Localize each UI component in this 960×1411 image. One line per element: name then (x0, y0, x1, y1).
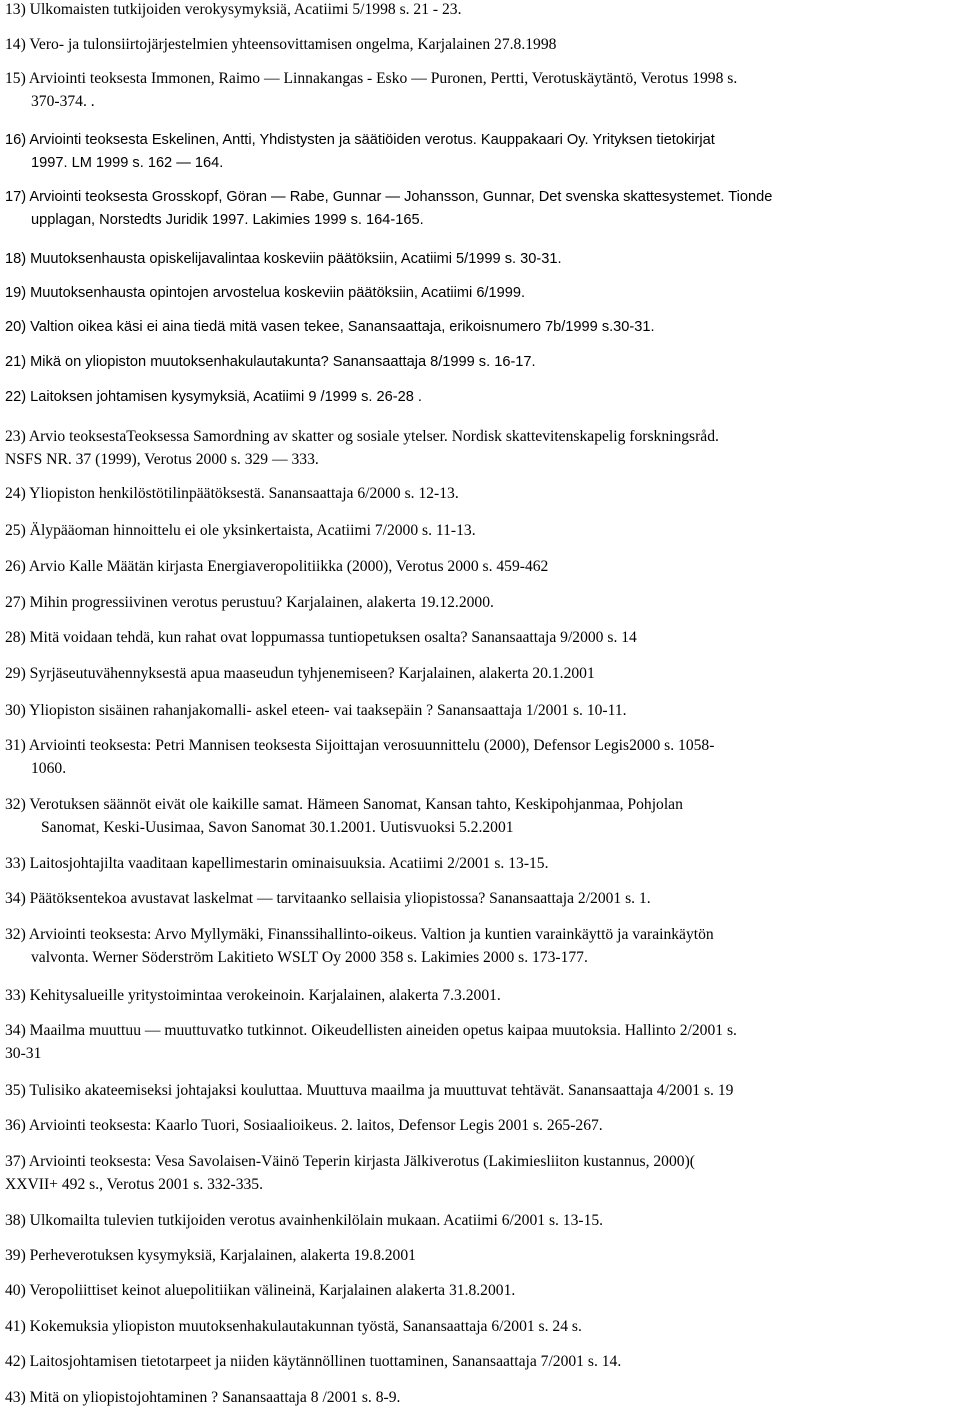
reference-text: 30) Yliopiston sisäinen rahanjakomalli- askel eteen- vai taaksepäin ? Sanansaattaja 1/2001 s. 10-11. (5, 702, 627, 719)
reference-item (5, 626, 637, 649)
reference-text: 33) Kehitysalueille yritystoimintaa verokeinoin. Karjalainen, alakerta 7.3.2001. (5, 987, 501, 1004)
reference-text-continued: 30-31 (5, 1045, 42, 1062)
reference-text: 23) Arvio teoksestaTeoksessa Samordning av skatter og sosiale ytelser. Nordisk skattevitenskapelig forskningsråd. (5, 428, 719, 445)
reference-text: 27) Mihin progressiivinen verotus perustuu? Karjalainen, alakerta 19.12.2000. (5, 594, 494, 611)
reference-item (5, 699, 627, 722)
reference-text: 13) Ulkomaisten tutkijoiden verokysymyksiä, Acatiimi 5/1998 s. 21 - 23. (5, 1, 462, 18)
reference-item (5, 0, 462, 21)
reference-item (5, 1315, 582, 1338)
reference-text-continued: 1997. LM 1999 s. 162 — 164. (31, 155, 224, 171)
reference-item (5, 1386, 400, 1409)
reference-item (5, 316, 655, 339)
reference-item (5, 793, 683, 839)
reference-item (5, 1019, 737, 1065)
reference-text: 32) Verotuksen säännöt eivät ole kaikille samat. Hämeen Sanomat, Kansan tahto, Keskipohjanmaa, Pohjolan (5, 796, 683, 813)
reference-text: 24) Yliopiston henkilöstötilinpäätöksestä. Sanansaattaja 6/2000 s. 12-13. (5, 485, 459, 502)
reference-text: 36) Arviointi teoksesta: Kaarlo Tuori, Sosiaalioikeus. 2. laitos, Defensor Legis 2001 s. 265-267. (5, 1117, 603, 1134)
reference-text: 28) Mitä voidaan tehdä, kun rahat ovat loppumassa tuntiopetuksen osalta? Sanansaattaja 9/2000 s. 14 (5, 629, 637, 646)
reference-text: 21) Mikä on yliopiston muutoksenhakulautakunta? Sanansaattaja 8/1999 s. 16-17. (5, 354, 536, 370)
reference-text: 17) Arviointi teoksesta Grosskopf, Göran — Rabe, Gunnar — Johansson, Gunnar, Det svenska skattesystemet. Tionde (5, 189, 773, 205)
reference-text: 34) Päätöksentekoa avustavat laskelmat — tarvitaanko sellaisia yliopistossa? Sanansaattaja 2/2001 s. 1. (5, 890, 651, 907)
reference-text: 35) Tulisiko akateemiseksi johtajaksi kouluttaa. Muuttuva maailma ja muuttuvat tehtävät. Sanansaattaja 4/2001 s. 19 (5, 1082, 734, 1099)
reference-text: 15) Arviointi teoksesta Immonen, Raimo — Linnakangas - Esko — Puronen, Pertti, Verotuskäytäntö, Verotus 1998 s. (5, 70, 738, 87)
reference-text: 38) Ulkomailta tulevien tutkijoiden verotus avainhenkilölain mukaan. Acatiimi 6/2001 s. 13-15. (5, 1212, 604, 1229)
reference-item (5, 386, 422, 409)
reference-text: 14) Vero- ja tulonsiirtojärjestelmien yhteensovittamisen ongelma, Karjalainen 27.8.1998 (5, 36, 557, 53)
reference-text: 41) Kokemuksia yliopiston muutoksenhakulautakunnan työstä, Sanansaattaja 6/2001 s. 24 s. (5, 1318, 582, 1335)
reference-item (5, 67, 737, 113)
reference-item (5, 887, 651, 910)
reference-text: 33) Laitosjohtajilta vaaditaan kapellimestarin ominaisuuksia. Acatiimi 2/2001 s. 13-15. (5, 855, 549, 872)
reference-item (5, 33, 556, 56)
reference-item (5, 1150, 695, 1196)
reference-text: 16) Arviointi teoksesta Eskelinen, Antti, Yhdistysten ja säätiöiden verotus. Kauppakaari Oy. Yrityksen tietokirjat (5, 132, 715, 148)
reference-item (5, 852, 549, 875)
reference-text: 20) Valtion oikea käsi ei aina tiedä mitä vasen tekee, Sanansaattaja, erikoisnumero 7b/1999 s.30-31. (5, 319, 655, 335)
reference-item (5, 591, 494, 614)
reference-text-continued: XXVII+ 492 s., Verotus 2001 s. 332-335. (5, 1176, 263, 1193)
reference-item (5, 519, 476, 542)
reference-item (5, 1079, 733, 1102)
reference-text-continued: Sanomat, Keski-Uusimaa, Savon Sanomat 30.1.2001. Uutisvuoksi 5.2.2001 (41, 819, 514, 836)
reference-text: 31) Arviointi teoksesta: Petri Mannisen teoksesta Sijoittajan verosuunnittelu (2000), Defensor Legis2000 s. 1058- (5, 737, 715, 754)
reference-text: 25) Älypääoman hinnoittelu ei ole yksinkertaista, Acatiimi 7/2000 s. 11-13. (5, 522, 476, 539)
reference-text: 29) Syrjäseutuvähennyksestä apua maaseudun tyhjenemiseen? Karjalainen, alakerta 20.1.2001 (5, 665, 595, 682)
reference-item (5, 248, 562, 271)
reference-item (5, 482, 459, 505)
reference-item (5, 351, 536, 374)
reference-text-continued: upplagan, Norstedts Juridik 1997. Lakimies 1999 s. 164-165. (31, 212, 424, 228)
reference-item (5, 923, 714, 969)
reference-item (5, 129, 715, 175)
reference-text: 18) Muutoksenhausta opiskelijavalintaa koskeviin päätöksiin, Acatiimi 5/1999 s. 30-31. (5, 251, 562, 267)
reference-text: 43) Mitä on yliopistojohtaminen ? Sanansaattaja 8 /2001 s. 8-9. (5, 1389, 401, 1406)
reference-text-continued: 1060. (31, 760, 67, 777)
reference-text: 32) Arviointi teoksesta: Arvo Myllymäki, Finanssihallinto-oikeus. Valtion ja kuntien varainkäyttö ja varainkäytön (5, 926, 714, 943)
reference-text: 19) Muutoksenhausta opintojen arvostelua koskeviin päätöksiin, Acatiimi 6/1999. (5, 285, 526, 301)
reference-text-continued: valvonta. Werner Söderström Lakitieto WSLT Oy 2000 358 s. Lakimies 2000 s. 173-177. (31, 949, 588, 966)
reference-item (5, 984, 501, 1007)
reference-text: 39) Perheverotuksen kysymyksiä, Karjalainen, alakerta 19.8.2001 (5, 1247, 416, 1264)
reference-text: 42) Laitosjohtamisen tietotarpeet ja niiden käytännöllinen tuottaminen, Sanansaattaja 7/2001 s. 14. (5, 1353, 622, 1370)
reference-item (5, 662, 595, 685)
reference-item (5, 1350, 621, 1373)
reference-text: 26) Arvio Kalle Määtän kirjasta Energiaveropolitiikka (2000), Verotus 2000 s. 459-462 (5, 558, 549, 575)
reference-item (5, 734, 714, 780)
reference-item (5, 1244, 416, 1267)
reference-item (5, 282, 525, 305)
reference-text: 22) Laitoksen johtamisen kysymyksiä, Acatiimi 9 /1999 s. 26-28 . (5, 389, 422, 405)
reference-text: 40) Veropoliittiset keinot aluepolitiikan välineinä, Karjalainen alakerta 31.8.2001. (5, 1282, 516, 1299)
reference-item (5, 425, 719, 471)
reference-item (5, 186, 772, 232)
reference-text-continued: NSFS NR. 37 (1999), Verotus 2000 s. 329 — 333. (5, 451, 319, 468)
reference-text: 34) Maailma muuttuu — muuttuvatko tutkinnot. Oikeudellisten aineiden opetus kaipaa muutoksia. Hallinto 2/2001 s. (5, 1022, 737, 1039)
reference-item (5, 1209, 603, 1232)
reference-text: 37) Arviointi teoksesta: Vesa Savolaisen-Väinö Teperin kirjasta Jälkiverotus (Lakimiesliiton kustannus, 2000)( (5, 1153, 695, 1170)
reference-item (5, 1279, 515, 1302)
reference-item (5, 1114, 603, 1137)
reference-item (5, 555, 548, 578)
reference-text-continued: 370-374. . (31, 93, 95, 110)
